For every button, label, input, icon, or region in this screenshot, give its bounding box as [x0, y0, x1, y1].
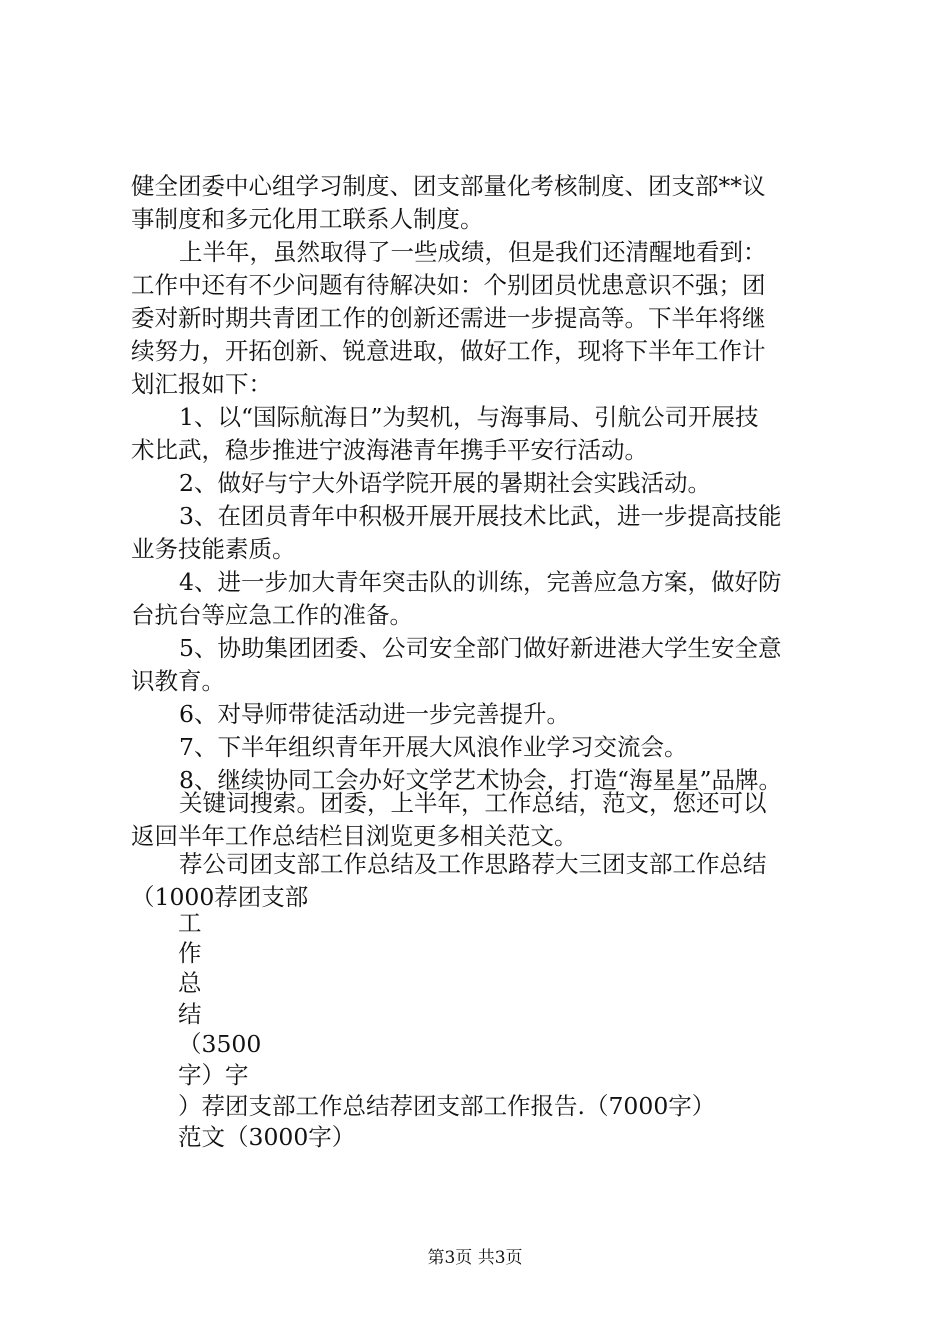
recommend-link[interactable]: 范文（3000字）	[178, 1123, 356, 1151]
vertical-text: 结	[178, 1000, 202, 1028]
recommend-link[interactable]: 荐公司团支部工作总结及工作思路荐大三团支部工作总结	[179, 850, 767, 878]
list-item: 3、在团员青年中积极开展开展技术比武，进一步提高技能	[179, 502, 782, 530]
vertical-text: 总	[178, 969, 202, 997]
text-line: 返回半年工作总结栏目浏览更多相关范文。	[131, 822, 578, 850]
paragraph-keywords	[131, 787, 833, 853]
plan-list	[131, 401, 833, 797]
text-line: 关键词搜索。团委，上半年，工作总结，范文，您还可以	[179, 789, 767, 817]
vertical-text: 作	[178, 939, 202, 967]
vertical-text: 字）字	[178, 1061, 249, 1089]
text-line: 事制度和多元化用工联系人制度。	[131, 205, 484, 233]
recommend-link[interactable]: ）荐团支部工作总结荐团支部工作报告.（7000字）	[178, 1092, 716, 1120]
list-item-continuation: 台抗台等应急工作的准备。	[131, 601, 413, 629]
text-line: 健全团委中心组学习制度、团支部量化考核制度、团支部**议	[131, 172, 766, 200]
paragraph-recommend	[131, 848, 833, 914]
vertical-text: 工	[178, 909, 202, 937]
text-line: 划汇报如下：	[131, 370, 272, 398]
paragraph-summary	[131, 236, 833, 401]
vertical-text: （3500	[178, 1030, 262, 1058]
list-item: 2、做好与宁大外语学院开展的暑期社会实践活动。	[179, 469, 711, 497]
list-item: 7、下半年组织青年开展大风浪作业学习交流会。	[179, 733, 688, 761]
list-item: 6、对导师带徒活动进一步完善提升。	[179, 700, 570, 728]
list-item: 1、以“国际航海日”为契机，与海事局、引航公司开展技	[179, 403, 759, 431]
text-line: 工作中还有不少问题有待解决如：个别团员忧患意识不强；团	[131, 271, 766, 299]
recommend-link[interactable]: （1000荐团支部	[131, 883, 309, 911]
paragraph-intro	[131, 170, 833, 236]
list-item-continuation: 识教育。	[131, 667, 225, 695]
list-item-continuation: 术比武，稳步推进宁波海港青年携手平安行活动。	[131, 436, 648, 464]
page-footer: 第3页 共3页	[427, 1248, 523, 1268]
list-item: 8、继续协同工会办好文学艺术协会，打造“海星星”品牌。	[179, 766, 782, 794]
text-line: 委对新时期共青团工作的创新还需进一步提高等。下半年将继	[131, 304, 766, 332]
text-line: 续努力，开拓创新、锐意进取，做好工作，现将下半年工作计	[131, 337, 766, 365]
list-item: 5、协助集团团委、公司安全部门做好新进港大学生安全意	[179, 634, 782, 662]
list-item-continuation: 业务技能素质。	[131, 535, 296, 563]
list-item: 4、进一步加大青年突击队的训练，完善应急方案，做好防	[179, 568, 782, 596]
text-line: 上半年，虽然取得了一些成绩，但是我们还清醒地看到：	[179, 238, 767, 266]
